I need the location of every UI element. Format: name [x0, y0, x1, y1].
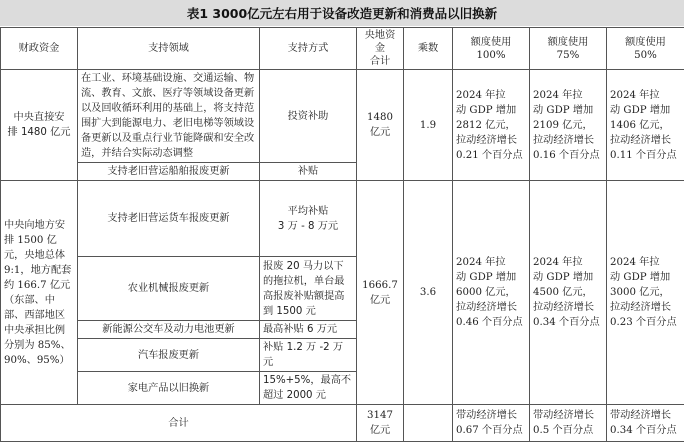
method-max-subsidy: 最高补贴 6 万元 [260, 321, 357, 339]
header-area: 支持领域 [78, 28, 260, 70]
method-investment-subsidy: 投资补助 [260, 70, 357, 163]
summary-label: 合计 [1, 405, 357, 442]
table-title: 表1 3000亿元左右用于设备改造更新和消费品以旧换新 [0, 0, 684, 26]
impact-100-group2: 2024 年拉 动 GDP 增加 6000 亿元， 拉动经济增长 0.46 个百分点 [453, 181, 530, 405]
method-car-subsidy: 补贴 1.2 万 -2 万元 [260, 339, 357, 372]
area-car-scrapping: 汽车报废更新 [78, 339, 260, 372]
impact-50-group2: 2024 年拉 动 GDP 增加 3000 亿元， 拉动经济增长 0.23 个百分点 [607, 181, 684, 405]
impact-75-group2: 2024 年拉 动 GDP 增加 4500 亿元， 拉动经济增长 0.34 个百分点 [530, 181, 607, 405]
area-appliance-tradein: 家电产品以旧换新 [78, 372, 260, 405]
summary-multiplier-empty [404, 405, 453, 442]
summary-impact-50: 带动经济增长 0.34 个百分点 [607, 405, 684, 442]
summary-impact-100: 带动经济增长 0.67 个百分点 [453, 405, 530, 442]
method-avg-subsidy: 平均补贴 3 万 - 8 万元 [260, 181, 357, 257]
summary-total: 3147 亿元 [357, 405, 404, 442]
area-agri-machinery: 农业机械报废更新 [78, 257, 260, 321]
area-truck-scrapping: 支持老旧营运货车报废更新 [78, 181, 260, 257]
header-funding: 财政资金 [1, 28, 78, 70]
header-multiplier: 乘数 [404, 28, 453, 70]
impact-100-group1: 2024 年拉 动 GDP 增加 2812 亿元， 拉动经济增长 0.21 个百分点 [453, 70, 530, 181]
table-row [1, 70, 684, 163]
header-row [1, 28, 684, 70]
funding-central-to-local: 中央向地方安排 1500 亿元，央地总体 9:1，地方配套约 166.7 亿元（东部、中部、西部地区中央承担比例分别为 85%、90%、95%） [1, 181, 78, 405]
method-subsidy: 补贴 [260, 163, 357, 181]
area-equipment-renewal: 在工业、环境基础设施、交通运输、物流、教育、文旅、医疗等领域设备更新以及回收循环利用的基础上，将支持范围扩大到能源电力、老旧电梯等领域设备更新以及重点行业节能降碳和安全改造，并结合实际动态调整 [78, 70, 260, 163]
method-appliance-subsidy: 15%+5%，最高不超过 2000 元 [260, 372, 357, 405]
summary-row [1, 405, 684, 442]
area-ship-scrapping: 支持老旧营运船舶报废更新 [78, 163, 260, 181]
impact-50-group1: 2024 年拉 动 GDP 增加 1406 亿元， 拉动经济增长 0.11 个百分点 [607, 70, 684, 181]
central-total-group1: 1480 亿元 [357, 70, 404, 181]
method-tractor-subsidy: 报废 20 马力以下的拖拉机，单台最高报废补贴额提高到 1500 元 [260, 257, 357, 321]
header-method: 支持方式 [260, 28, 357, 70]
area-ev-bus: 新能源公交车及动力电池更新 [78, 321, 260, 339]
table-row [1, 181, 684, 257]
header-central-total: 央地资金 合计 [357, 28, 404, 70]
multiplier-group1: 1.9 [404, 70, 453, 181]
header-quota-75: 额度使用 75% [530, 28, 607, 70]
header-quota-50: 额度使用 50% [607, 28, 684, 70]
impact-75-group1: 2024 年拉 动 GDP 增加 2109 亿元， 拉动经济增长 0.16 个百分点 [530, 70, 607, 181]
central-total-group2: 1666.7 亿元 [357, 181, 404, 405]
multiplier-group2: 3.6 [404, 181, 453, 405]
funding-central-direct: 中央直接安 排 1480 亿元 [1, 70, 78, 181]
subsidy-table [0, 27, 684, 442]
summary-impact-75: 带动经济增长 0.5 个百分点 [530, 405, 607, 442]
header-quota-100: 额度使用 100% [453, 28, 530, 70]
